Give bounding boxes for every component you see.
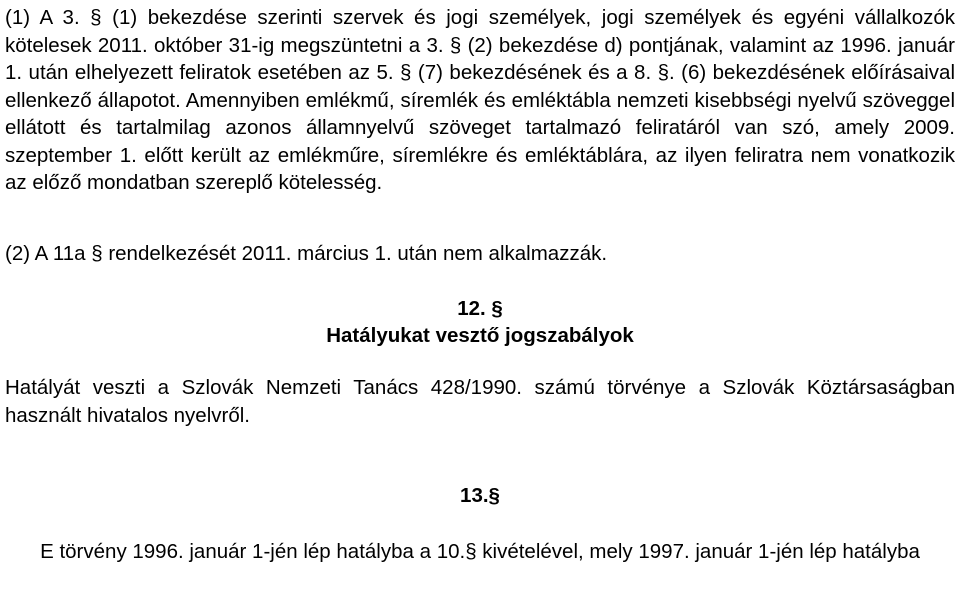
paragraph-entry-into-force: E törvény 1996. január 1-jén lép hatályba a 10.§ kivételével, mely 1997. január 1-jén lép hatályba [40,540,920,563]
section-13-number: 13.§ [460,484,500,507]
paragraph-transitional-2: (2) A 11a § rendelkezését 2011. március 1. után nem alkalmazzák. [5,242,608,265]
section-12-number: 12. § [457,297,503,320]
section-12-title: Hatályukat vesztő jogszabályok [326,324,634,347]
paragraph-repeal: Hatályát veszti a Szlovák Nemzeti Tanács 428/1990. számú törvénye a Szlovák Köztársaságban használt hivatalos nyelvről. [5,376,955,427]
paragraph-transitional-1: (1) A 3. § (1) bekezdése szerinti szervek és jogi személyek, jogi személyek és egyéni vállalkozók kötelesek 2011. október 31-ig megszüntetni a 3. § (2) bekezdése d) pontjának, valamint az 1996. január 1. után elhelyezett feliratok esetében az 5. § (7) bekezdésének és a 8. §. (6) bekezdésének előírásaival ellenkező állapotot. Amennyiben emlékmű, síremlék és emléktábla nemzeti kisebbségi nyelvű szöveggel ellátott és tartalmilag azonos államnyelvű szöveget tartalmazó feliratáról van szó, amely 2009. szeptember 1. előtt került az emlékműre, síremlékre és emléktáblára, az ilyen feliratra nem vonatkozik az előző mondatban szereplő kötelesség. [5,6,955,194]
